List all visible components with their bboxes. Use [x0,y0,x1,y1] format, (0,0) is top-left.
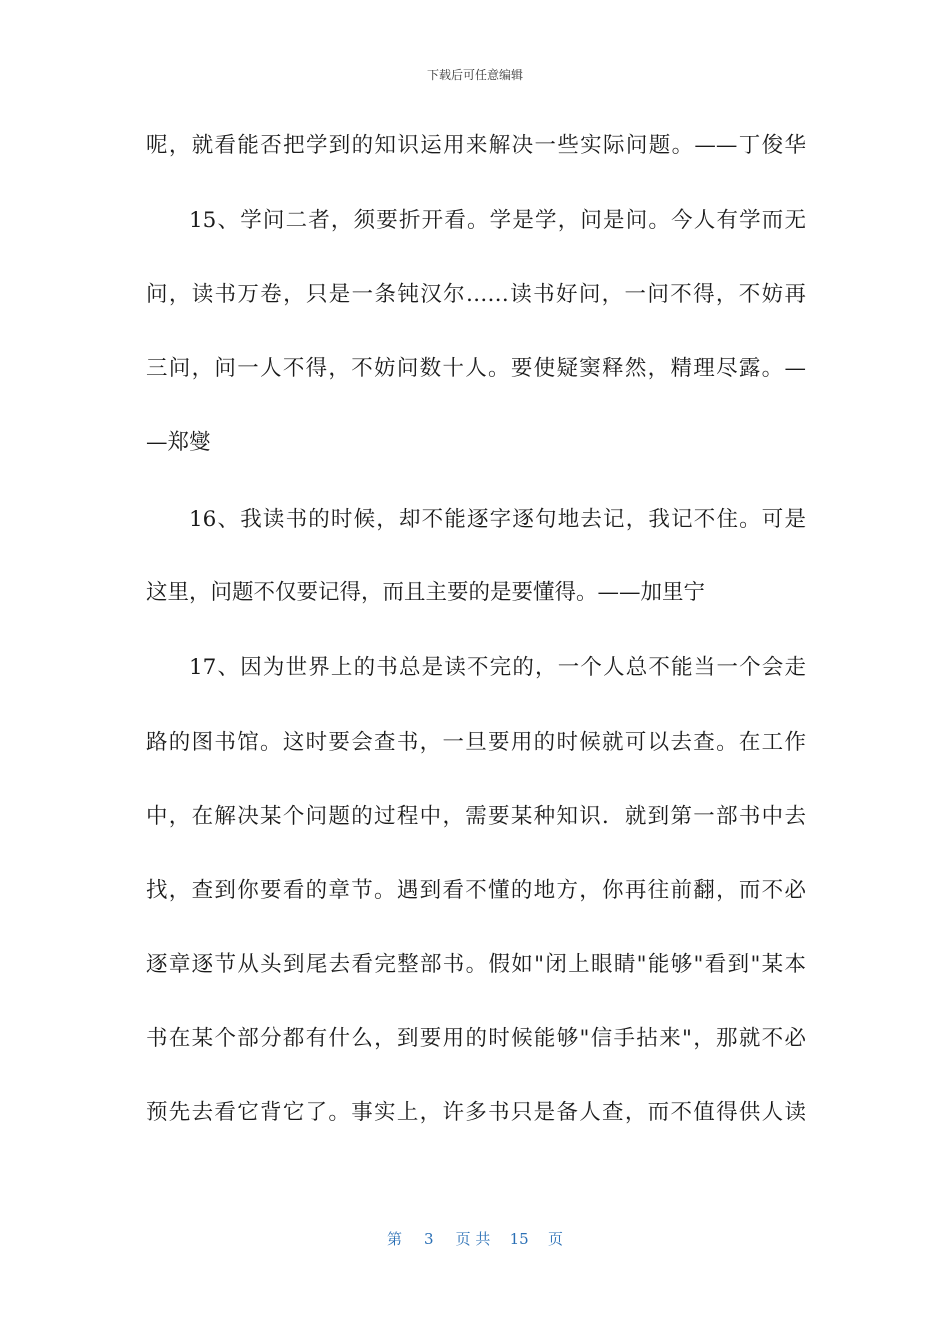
footer-mid: 页 共 [455,1230,491,1248]
text-line: 三问，问一人不得，不妨问数十人。要使疑窦释然，精理尽露。— [146,356,806,381]
text-line: —郑燮 [146,430,211,455]
footer-total-pages: 15 [509,1230,529,1248]
footer-suffix: 页 [547,1230,563,1248]
text-line: 逐章逐节从头到尾去看完整部书。假如"闭上眼睛"能够"看到"某本 [146,952,806,977]
text-line: 中，在解决某个问题的过程中，需要某种知识．就到第一部书中去 [146,804,806,829]
text-line: 书在某个部分都有什么，到要用的时候能够"信手拈来"，那就不必 [146,1026,806,1051]
footer-prefix: 第 [387,1230,403,1248]
text-line: 找，查到你要看的章节。遇到看不懂的地方，你再往前翻，而不必 [146,878,806,903]
text-line: 15、学问二者，须要折开看。学是学，问是问。今人有学而无 [189,208,806,233]
page-header-note: 下载后可任意编辑 [426,68,523,82]
text-line: 这里，问题不仅要记得，而且主要的是要懂得。——加里宁 [146,580,706,605]
text-line: 路的图书馆。这时要会查书，一旦要用的时候就可以去查。在工作 [146,730,806,755]
text-line: 呢，就看能否把学到的知识运用来解决一些实际问题。——丁俊华 [146,133,806,158]
text-line: 预先去看它背它了。事实上，许多书只是备人查，而不值得供人读 [146,1100,806,1125]
text-line: 问，读书万卷，只是一条钝汉尔……读书好问，一问不得，不妨再 [146,282,806,307]
text-line: 17、因为世界上的书总是读不完的，一个人总不能当一个会走 [189,655,806,680]
page-footer [0,1228,950,1249]
footer-page-number: 3 [424,1230,434,1248]
text-line: 16、我读书的时候，却不能逐字逐句地去记，我记不住。可是 [189,507,806,532]
